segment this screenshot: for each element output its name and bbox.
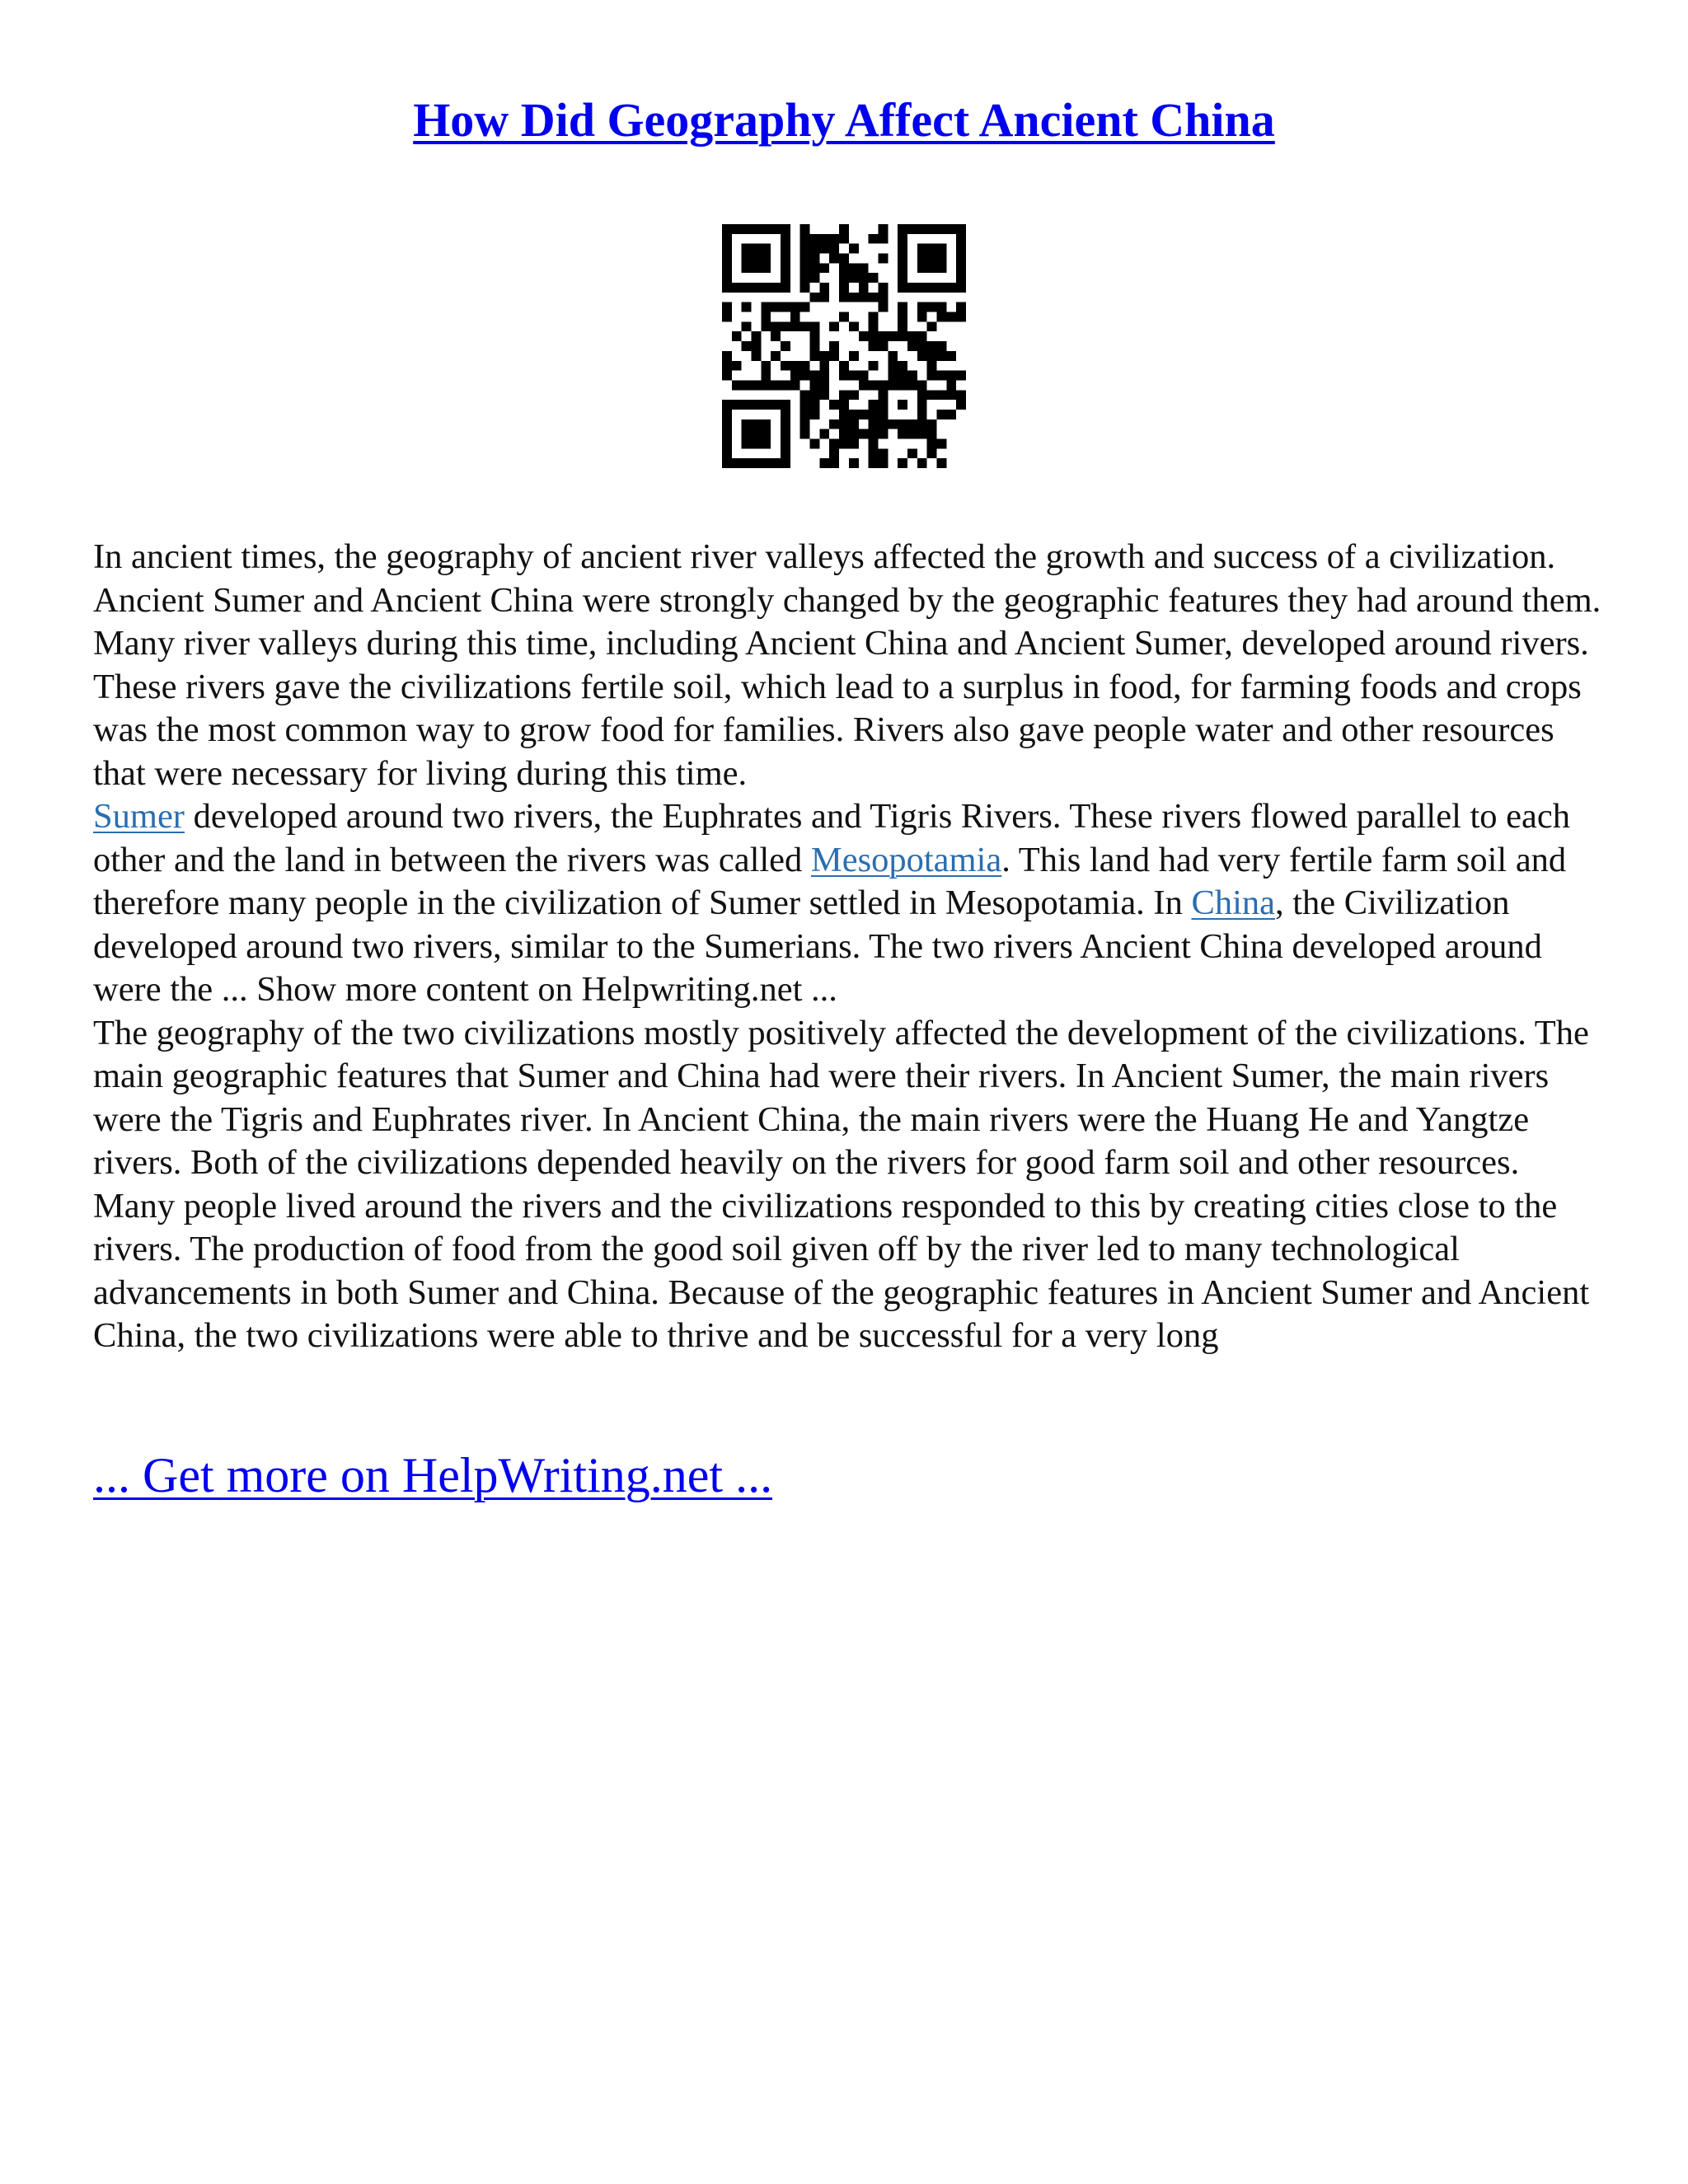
title-link[interactable]: How Did Geography Affect Ancient China bbox=[413, 93, 1275, 147]
sumer-link[interactable]: Sumer bbox=[93, 797, 185, 836]
paragraph-1-text-b: developed around two rivers, the Euphrates and Tigris Rivers. These rivers flowed parallel to each other and the land in between the rivers was called bbox=[93, 797, 1571, 879]
paragraph-1-text-c: . This land had very fertile farm soil and therefore many people in the civilization of Sumer settled in Mesopotamia. In bbox=[93, 840, 1567, 922]
qr-code-icon bbox=[722, 224, 966, 468]
get-more-link[interactable]: ... Get more on HelpWriting.net ... bbox=[93, 1448, 773, 1502]
paragraph-1 bbox=[93, 536, 1601, 1012]
china-link[interactable]: China bbox=[1191, 883, 1275, 922]
paragraph-2: The geography of the two civilizations mostly positively affected the development of the civilizations. The main geographic features that Sumer and China had were their rivers. In Ancient Sumer, the main rivers were the Tigris and Euphrates river. In Ancient China, the main rivers were the Huang He and Yangtze rivers. Both of the civilizations depended heavily on the rivers for good farm soil and other resources. Many people lived around the rivers and the civilizations responded to this by creating cities close to the rivers. The production of food from the good soil given off by the river led to many technological advancements in both Sumer and China. Because of the geographic features in Ancient Sumer and Ancient China, the two civilizations were able to thrive and be successful for a very long bbox=[93, 1013, 1590, 1355]
article-body bbox=[93, 536, 1601, 1358]
paragraph-1-text-a: In ancient times, the geography of ancient river valleys affected the growth and success of a civilization. Ancient Sumer and Ancient China were strongly changed by the geographic features they had around them. Many river valleys during this time, including Ancient China and Ancient Sumer, developed around rivers. These rivers gave the civilizations fertile soil, which lead to a surplus in food, for farming foods and crops was the most common way to grow food for families. Rivers also gave people water and other resources that were necessary for living during this time. bbox=[93, 537, 1601, 793]
page-title bbox=[0, 89, 1688, 152]
get-more-link-line bbox=[93, 1444, 772, 1507]
paragraph-1-text-d: , the Civilization developed around two rivers, similar to the Sumerians. The two rivers Ancient China developed around were the ... Show more content on Helpwriting.net ... bbox=[93, 883, 1542, 1009]
mesopotamia-link[interactable]: Mesopotamia bbox=[810, 840, 1002, 879]
